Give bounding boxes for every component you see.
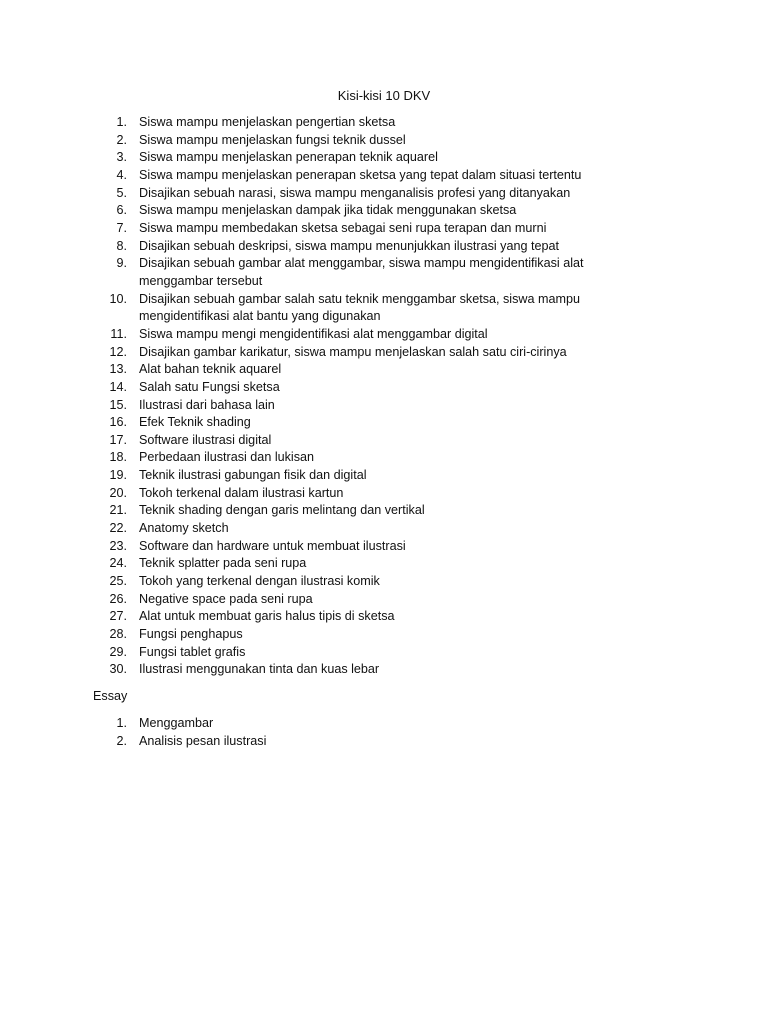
item-number: 26. xyxy=(109,591,127,606)
item-text: Tokoh yang terkenal dengan ilustrasi komik xyxy=(139,574,380,589)
item-text: Software ilustrasi digital xyxy=(139,432,272,447)
list-item xyxy=(93,397,653,415)
item-number: 8. xyxy=(116,238,127,253)
item-number: 23. xyxy=(109,538,127,553)
essay-item-list xyxy=(93,715,653,750)
list-item xyxy=(93,467,653,485)
item-number: 3. xyxy=(116,150,127,165)
item-number: 29. xyxy=(109,644,127,659)
item-number: 28. xyxy=(109,627,127,642)
list-item xyxy=(93,291,653,326)
item-text: Siswa mampu menjelaskan penerapan teknik aquarel xyxy=(139,150,438,165)
essay-item-number: 1. xyxy=(116,716,127,730)
list-item xyxy=(93,644,653,662)
item-number: 10. xyxy=(109,291,127,306)
list-item xyxy=(93,432,653,450)
item-number: 30. xyxy=(109,662,127,677)
list-item xyxy=(93,626,653,644)
list-item xyxy=(93,326,653,344)
item-text: Siswa mampu menjelaskan pengertian sketsa xyxy=(139,115,396,129)
item-number: 6. xyxy=(116,203,127,218)
item-number: 17. xyxy=(109,432,127,447)
list-item xyxy=(93,538,653,556)
list-item xyxy=(93,149,653,167)
item-text: Disajikan sebuah gambar salah satu teknik menggambar sketsa, siswa mampu mengidentifikasi alat bantu yang digunakan xyxy=(139,291,580,324)
item-number: 14. xyxy=(109,379,127,394)
list-item xyxy=(93,220,653,238)
list-item xyxy=(93,485,653,503)
item-text: Disajikan sebuah deskripsi, siswa mampu menunjukkan ilustrasi yang tepat xyxy=(139,238,559,253)
item-text: Ilustrasi dari bahasa lain xyxy=(139,397,275,412)
item-number: 9. xyxy=(116,256,127,271)
item-text: Siswa mampu menjelaskan penerapan sketsa yang tepat dalam situasi tertentu xyxy=(139,167,582,182)
list-item xyxy=(93,132,653,150)
essay-list-item xyxy=(93,715,653,733)
list-item xyxy=(93,573,653,591)
list-item xyxy=(93,238,653,256)
item-number: 27. xyxy=(109,609,127,624)
list-item xyxy=(93,591,653,609)
essay-item-text: Analisis pesan ilustrasi xyxy=(139,733,267,748)
item-number: 13. xyxy=(109,362,127,377)
list-item xyxy=(93,520,653,538)
essay-item-number: 2. xyxy=(116,733,127,748)
item-text: Siswa mampu mengi mengidentifikasi alat menggambar digital xyxy=(139,326,488,341)
item-text: Teknik ilustrasi gabungan fisik dan digital xyxy=(139,468,367,483)
item-text: Disajikan sebuah gambar alat menggambar, siswa mampu mengidentifikasi alat menggambar tersebut xyxy=(139,256,584,288)
list-item xyxy=(93,414,653,432)
item-number: 24. xyxy=(109,556,127,571)
item-number: 20. xyxy=(109,485,127,500)
essay-heading: Essay xyxy=(93,689,128,703)
item-number: 5. xyxy=(116,185,127,200)
item-number: 25. xyxy=(109,574,127,589)
item-number: 4. xyxy=(116,167,127,182)
list-item xyxy=(93,449,653,467)
list-item xyxy=(93,344,653,362)
list-item xyxy=(93,379,653,397)
item-number: 7. xyxy=(116,220,127,235)
item-text: Siswa mampu menjelaskan fungsi teknik dussel xyxy=(139,132,406,147)
item-text: Teknik shading dengan garis melintang dan vertikal xyxy=(139,503,425,518)
item-text: Tokoh terkenal dalam ilustrasi kartun xyxy=(139,485,344,500)
essay-item-text: Menggambar xyxy=(139,716,214,730)
item-text: Efek Teknik shading xyxy=(139,415,251,430)
list-item xyxy=(93,185,653,203)
item-text: Salah satu Fungsi sketsa xyxy=(139,379,280,394)
item-text: Disajikan gambar karikatur, siswa mampu menjelaskan salah satu ciri-cirinya xyxy=(139,344,567,359)
item-text: Teknik splatter pada seni rupa xyxy=(139,556,307,571)
item-number: 11. xyxy=(110,326,127,341)
list-item xyxy=(93,502,653,520)
document-title: Kisi-kisi 10 DKV xyxy=(337,88,431,103)
item-text: Disajikan sebuah narasi, siswa mampu menganalisis profesi yang ditanyakan xyxy=(139,185,571,200)
item-number: 15. xyxy=(109,397,127,412)
item-text: Alat untuk membuat garis halus tipis di sketsa xyxy=(139,609,395,624)
item-number: 1. xyxy=(116,115,127,129)
grid-item-list xyxy=(93,114,653,679)
list-item xyxy=(93,167,653,185)
item-text: Software dan hardware untuk membuat ilustrasi xyxy=(139,538,406,553)
item-text: Alat bahan teknik aquarel xyxy=(139,362,282,377)
list-item xyxy=(93,608,653,626)
item-text: Negative space pada seni rupa xyxy=(139,591,313,606)
item-text: Fungsi penghapus xyxy=(139,627,243,642)
list-item xyxy=(93,202,653,220)
item-number: 19. xyxy=(109,468,127,483)
item-text: Anatomy sketch xyxy=(139,521,229,536)
list-item xyxy=(93,555,653,573)
item-text: Siswa mampu menjelaskan dampak jika tidak menggunakan sketsa xyxy=(139,203,517,218)
item-text: Fungsi tablet grafis xyxy=(139,644,246,659)
list-item xyxy=(93,114,653,132)
item-number: 2. xyxy=(116,132,127,147)
list-item xyxy=(93,661,653,679)
essay-list-item xyxy=(93,733,653,751)
item-number: 16. xyxy=(109,415,127,430)
item-number: 18. xyxy=(109,450,127,465)
list-item xyxy=(93,255,653,290)
item-text: Ilustrasi menggunakan tinta dan kuas lebar xyxy=(139,662,380,677)
list-item xyxy=(93,361,653,379)
item-number: 22. xyxy=(109,521,127,536)
item-text: Siswa mampu membedakan sketsa sebagai seni rupa terapan dan murni xyxy=(139,220,547,235)
item-number: 12. xyxy=(109,344,127,359)
item-number: 21. xyxy=(109,503,127,518)
item-text: Perbedaan ilustrasi dan lukisan xyxy=(139,450,315,465)
